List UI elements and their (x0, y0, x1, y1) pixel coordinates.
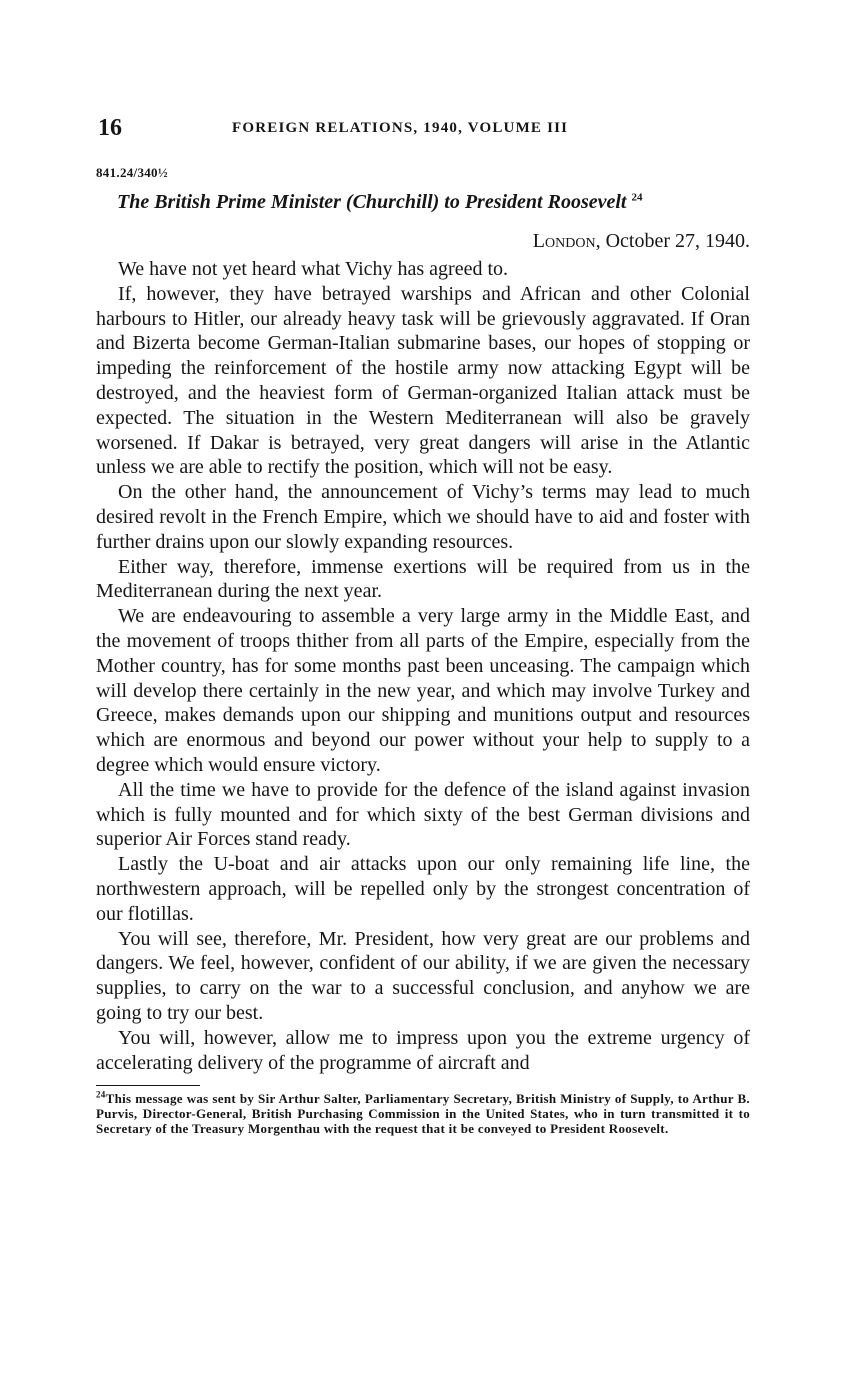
footnote-mark: 24 (96, 1089, 106, 1100)
footnote-reference: 24 (631, 191, 643, 204)
paragraph: You will, however, allow me to impress upon you the extreme urgency of accelerating delivery of the programme of aircraft and (96, 1026, 750, 1074)
page (96, 112, 750, 1137)
dateline (96, 228, 750, 255)
paragraph: Either way, therefore, immense exertions will be required from us in the Mediterranean during the next year. (96, 555, 750, 603)
document-title-text: The British Prime Minister (Churchill) to President Roosevelt (117, 191, 627, 213)
document-title (96, 188, 750, 216)
footnote-text: This message was sent by Sir Arthur Salter, Parliamentary Secretary, British Ministry of Supply, to Arthur B. Purvis, Director-General, British Purchasing Commission in the United States, who in turn transmitted it to Secretary of the Treasury Morgenthau with the request that it be conveyed to President Roosevelt. (96, 1091, 750, 1136)
paragraph: We are endeavouring to assemble a very large army in the Middle East, and the movement of troops thither from all parts of the Empire, especially from the Mother country, has for some months past been unceasing. The campaign which will develop there certainly in the new year, and which may involve Turkey and Greece, makes demands upon our shipping and munitions output and resources which are enormous and beyond our power without your help to supply to a degree which would ensure victory. (96, 605, 750, 776)
footnote-divider (96, 1085, 200, 1086)
file-number: 841.24/340½ (96, 165, 168, 180)
running-head (96, 112, 750, 144)
paragraph: All the time we have to provide for the defence of the island against invasion which is fully mounted and for which sixty of the best German divisions and superior Air Forces stand ready. (96, 778, 750, 851)
letter-body (96, 257, 750, 1075)
paragraph: We have not yet heard what Vichy has agreed to. (118, 258, 509, 280)
dateline-place: London (532, 230, 596, 252)
paragraph: If, however, they have betrayed warships and African and other Colonial harbours to Hitler, our already heavy task will be grievously aggravated. If Oran and Bizerta become German-Italian submarine bases, our hopes of stopping or impeding the reinforcement of the hostile army now attacking Egypt will be destroyed, and the heaviest form of German-organized Italian attack must be expected. The situation in the Western Mediterranean will also be gravely worsened. If Dakar is betrayed, very great dangers will arise in the Atlantic unless we are able to rectify the position, which will not be easy. (96, 282, 750, 479)
paragraph: Lastly the U-boat and air attacks upon our only remaining life line, the northwestern approach, will be repelled only by the strongest concentration of our flotillas. (96, 853, 750, 925)
dateline-date: , October 27, 1940. (595, 230, 750, 252)
paragraph: On the other hand, the announcement of Vichy’s terms may lead to much desired revolt in the French Empire, which we should have to aid and foster with further drains upon our slowly expanding resources. (96, 481, 750, 553)
paragraph: You will see, therefore, Mr. President, how very great are our problems and dangers. We feel, however, confident of our ability, if we are given the necessary supplies, to carry on the war to a successful conclusion, and anyhow we are going to try our best. (96, 927, 750, 1024)
footnote (96, 1089, 750, 1136)
running-head-title: FOREIGN RELATIONS, 1940, VOLUME III (232, 120, 569, 136)
page-number: 16 (98, 115, 122, 141)
